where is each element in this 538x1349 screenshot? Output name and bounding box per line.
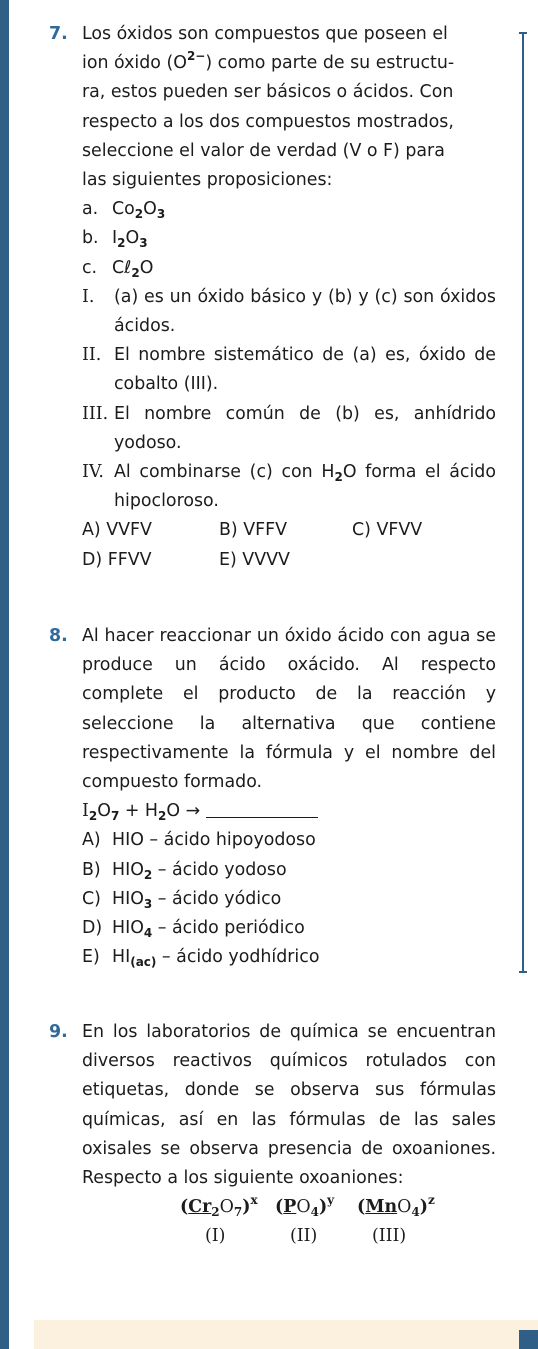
proposition-iii xyxy=(82,400,496,458)
stem-line: seleccione el valor de verdad (V o F) para xyxy=(82,140,445,161)
bracket-line xyxy=(522,32,524,973)
oxoanion-label: (III) xyxy=(372,1226,407,1247)
proposition-ii xyxy=(82,341,496,399)
alternatives-row-1 xyxy=(82,516,496,545)
footer-band xyxy=(34,1320,538,1349)
left-margin-bar xyxy=(0,0,9,1349)
compound-label: a. xyxy=(82,199,99,220)
alternative-c[interactable]: C) VFVV xyxy=(352,520,423,541)
question-stem: Al hacer reaccionar un óxido ácido con agua se produce un ácido oxácido. Al respecto complete el producto de la reacción y seleccione la alternativa que contiene respectivamente la fórmula y el nombre del compuesto formado. xyxy=(82,626,496,793)
question-number: 8. xyxy=(49,626,68,646)
question-stem xyxy=(82,20,496,195)
oxoanion-label: (I) xyxy=(205,1226,226,1247)
proposition-iv xyxy=(82,458,496,516)
right-bracket xyxy=(519,32,527,973)
proposition-label: II. xyxy=(82,345,102,366)
question-8 xyxy=(49,622,496,972)
stem-line: respecto a los dos compuestos mostrados, xyxy=(82,111,454,132)
compound-b xyxy=(82,224,496,253)
oxoanion-label: (II) xyxy=(290,1226,318,1247)
proposition-text: El nombre común de (b) es, anhídrido yodoso. xyxy=(114,403,496,453)
oxoanion-i: $(Cr_2O_7)^x$ xyxy=(180,1193,258,1220)
alternative-a[interactable]: A) VVFV xyxy=(82,520,152,541)
question-number: 9. xyxy=(49,1022,68,1042)
stem-line: ra, estos pueden ser básicos o ácidos. Con xyxy=(82,82,454,103)
stem-text: ion óxido (O xyxy=(82,53,187,74)
compound-formula: $Co_2O_3$ xyxy=(112,199,166,222)
alternative-b[interactable]: B) VFFV xyxy=(219,520,288,541)
alternative-e[interactable]: E) $HI_{(ac)}$ – ácido yodhídrico xyxy=(82,947,320,970)
compound-label: b. xyxy=(82,228,99,249)
proposition-label: I. xyxy=(82,286,95,307)
answer-blank[interactable] xyxy=(206,799,318,818)
proposition-label: IV. xyxy=(82,462,104,483)
proposition-i xyxy=(82,283,496,341)
compound-c xyxy=(82,254,496,283)
proposition-label: III. xyxy=(82,403,109,424)
oxide-charge: 2− xyxy=(186,49,206,64)
compound-a xyxy=(82,195,496,224)
proposition-text: El nombre sistemático de (a) es, óxido de cobalto (III). xyxy=(114,345,496,395)
stem-line: las siguientes proposiciones: xyxy=(82,170,333,191)
stem-line xyxy=(82,49,496,78)
footer-corner-mark xyxy=(519,1330,538,1349)
alternative-d[interactable]: D) $HIO_4$ – ácido periódico xyxy=(82,918,305,941)
bracket-bottom-cap xyxy=(519,971,527,973)
question-number: 7. xyxy=(49,24,68,44)
oxoanion-ii: $(PO_4)^y$ xyxy=(275,1193,335,1220)
compound-label: c. xyxy=(82,257,98,278)
question-stem: En los laboratorios de química se encuentran diversos reactivos químicos rotulados con etiquetas, donde se observa sus fórmulas químicas, así en las fórmulas de las sales oxisales se observa presencia de oxoaniones. Respecto a los siguiente oxoaniones: xyxy=(82,1022,496,1189)
question-9 xyxy=(49,1018,496,1251)
alternative-e[interactable]: E) VVVV xyxy=(219,549,290,570)
compound-formula: $I_2O_3$ xyxy=(112,228,148,251)
oxoanion-list xyxy=(82,1193,496,1251)
alternative-c[interactable]: C) $HIO_3$ – ácido yódico xyxy=(82,888,282,911)
alternative-b[interactable]: B) $HIO_2$ – ácido yodoso xyxy=(82,859,287,882)
reaction-equation: $I_2O_7 + H_2O$ → xyxy=(82,797,496,826)
stem-line: Los óxidos son compuestos que poseen el xyxy=(82,24,448,44)
proposition-text: Al combinarse (c) con $H_2O$ forma el ácido hipocloroso. xyxy=(114,462,496,512)
oxoanion-iii: $(MnO_4)^z$ xyxy=(357,1193,435,1220)
question-7 xyxy=(49,20,496,575)
alternatives-row-2 xyxy=(82,546,496,575)
alternative-d[interactable]: D) FFVV xyxy=(82,549,152,570)
alternative-a[interactable]: A) HIO – ácido hipoyodoso xyxy=(82,830,316,851)
proposition-text: (a) es un óxido básico y (b) y (c) son óxidos ácidos. xyxy=(114,286,496,337)
stem-text: ) como parte de su estructu- xyxy=(205,53,455,74)
compound-formula: Cℓ$_2$O xyxy=(112,257,154,280)
